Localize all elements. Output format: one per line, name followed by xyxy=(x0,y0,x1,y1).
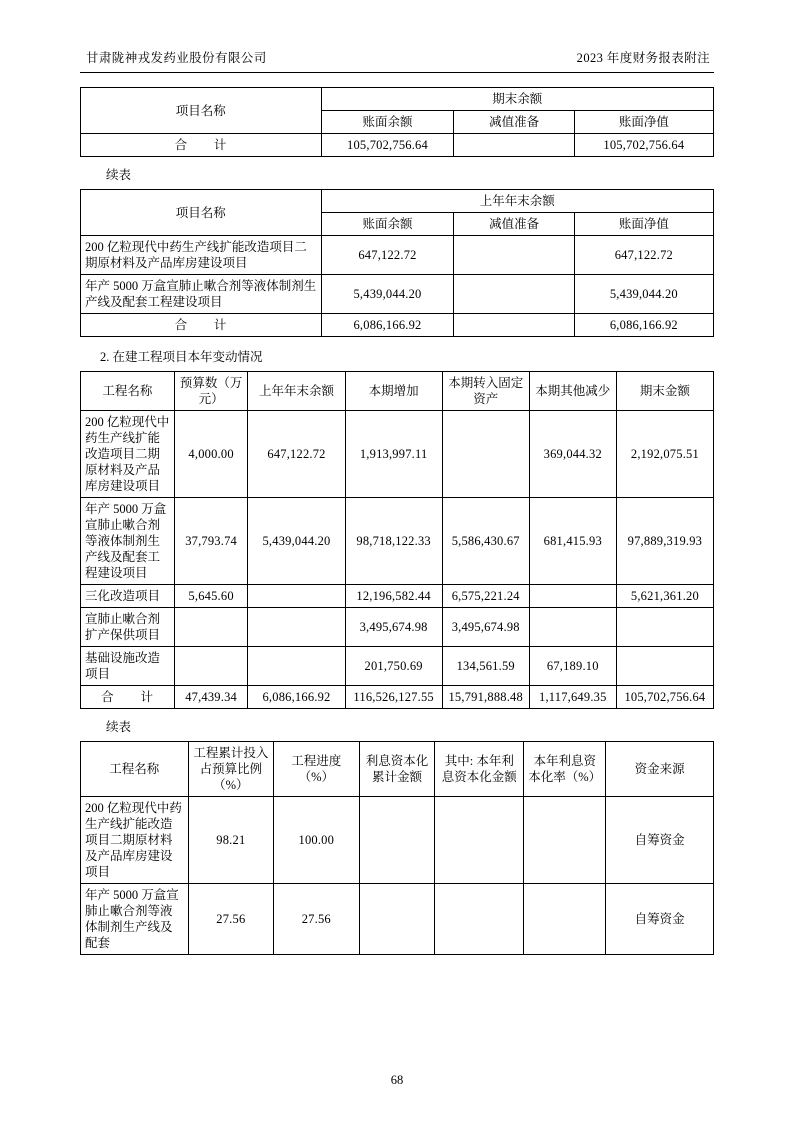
cell-fund-source: 自筹资金 xyxy=(606,797,714,884)
cell-last-year-end: 5,439,044.20 xyxy=(248,498,345,585)
th-invest-ratio: 工程累计投入占预算比例（%） xyxy=(188,742,273,797)
th-project-name: 工程名称 xyxy=(81,372,175,411)
cell-other-decrease: 1,117,649.35 xyxy=(529,686,616,709)
cell-project-name: 200 亿粒现代中药生产线扩能改造项目二期原材料及产品库房建设项目 xyxy=(81,411,175,498)
table-row xyxy=(81,686,714,709)
table-row xyxy=(81,647,714,686)
table-row xyxy=(81,275,714,314)
cell-project-name: 三化改造项目 xyxy=(81,585,175,608)
th-interest-cap-rate: 本年利息资本化率（%） xyxy=(524,742,606,797)
th-project-name: 项目名称 xyxy=(81,190,322,236)
cell-period-end xyxy=(616,647,713,686)
cell-interest-cap-rate xyxy=(524,797,606,884)
cell-last-year-end: 647,122.72 xyxy=(248,411,345,498)
table-row xyxy=(81,797,714,884)
table-row xyxy=(81,608,714,647)
header-report-title: 2023 年度财务报表附注 xyxy=(576,51,710,65)
th-fund-source: 资金来源 xyxy=(606,742,714,797)
cell-increase: 116,526,127.55 xyxy=(345,686,442,709)
cell-project-name: 200 亿粒现代中药生产线扩能改造项目二期原材料及产品库房建设项目 xyxy=(81,797,189,884)
th-interest-cap-total: 利息资本化累计金额 xyxy=(359,742,435,797)
th-project-name: 项目名称 xyxy=(81,88,322,134)
cell-to-fixed-assets: 3,495,674.98 xyxy=(442,608,529,647)
continued-label-2: 续表 xyxy=(106,720,132,734)
table-row xyxy=(81,314,714,337)
cell-interest-cap-year xyxy=(435,884,524,955)
table-row xyxy=(81,585,714,608)
cell-progress: 100.00 xyxy=(274,797,359,884)
cell-to-fixed-assets: 15,791,888.48 xyxy=(442,686,529,709)
table-row xyxy=(81,884,714,955)
th-to-fixed-assets: 本期转入固定资产 xyxy=(442,372,529,411)
th-impairment: 减值准备 xyxy=(454,111,574,134)
cell-fund-source: 自筹资金 xyxy=(606,884,714,955)
table-row xyxy=(81,190,714,213)
cell-net-value: 647,122.72 xyxy=(574,236,713,275)
cell-progress: 27.56 xyxy=(274,884,359,955)
cell-period-end: 105,702,756.64 xyxy=(616,686,713,709)
cell-interest-cap-total xyxy=(359,797,435,884)
th-last-year-group: 上年年末余额 xyxy=(321,190,713,213)
th-budget: 预算数（万元） xyxy=(174,372,248,411)
cell-interest-cap-year xyxy=(435,797,524,884)
cell-increase: 201,750.69 xyxy=(345,647,442,686)
th-book-balance: 账面余额 xyxy=(321,213,454,236)
cell-invest-ratio: 98.21 xyxy=(188,797,273,884)
cell-impairment xyxy=(454,134,574,157)
cell-project-name: 合 计 xyxy=(81,686,175,709)
cell-to-fixed-assets xyxy=(442,411,529,498)
cell-other-decrease xyxy=(529,585,616,608)
cell-project-name: 年产 5000 万盒宣肺止嗽合剂等液体制剂生产线及配套工程建设项目 xyxy=(81,498,175,585)
cell-period-end: 2,192,075.51 xyxy=(616,411,713,498)
cell-to-fixed-assets: 5,586,430.67 xyxy=(442,498,529,585)
th-period-end: 期末金额 xyxy=(616,372,713,411)
cell-last-year-end xyxy=(248,585,345,608)
th-last-year-end: 上年年末余额 xyxy=(248,372,345,411)
th-other-decrease: 本期其他减少 xyxy=(529,372,616,411)
th-increase: 本期增加 xyxy=(345,372,442,411)
cell-budget: 47,439.34 xyxy=(174,686,248,709)
table-row xyxy=(81,236,714,275)
page-number: 68 xyxy=(390,1073,404,1087)
page-header xyxy=(80,48,714,73)
cell-period-end xyxy=(616,608,713,647)
cell-project-name: 合 计 xyxy=(81,314,322,337)
cell-impairment xyxy=(454,275,574,314)
cell-budget xyxy=(174,647,248,686)
table-header-row xyxy=(81,742,714,797)
cell-project-name: 宣肺止嗽合剂扩产保供项目 xyxy=(81,608,175,647)
cell-net-value: 105,702,756.64 xyxy=(574,134,713,157)
th-progress: 工程进度（%） xyxy=(274,742,359,797)
table-row xyxy=(81,411,714,498)
cell-increase: 1,913,997.11 xyxy=(345,411,442,498)
th-net-value: 账面净值 xyxy=(574,111,713,134)
th-impairment: 减值准备 xyxy=(454,213,574,236)
cell-other-decrease: 67,189.10 xyxy=(529,647,616,686)
cell-to-fixed-assets: 6,575,221.24 xyxy=(442,585,529,608)
cell-project-name: 基础设施改造项目 xyxy=(81,647,175,686)
cell-interest-cap-total xyxy=(359,884,435,955)
th-net-value: 账面净值 xyxy=(574,213,713,236)
cell-budget: 4,000.00 xyxy=(174,411,248,498)
cell-invest-ratio: 27.56 xyxy=(188,884,273,955)
table-row xyxy=(81,88,714,111)
cell-increase: 12,196,582.44 xyxy=(345,585,442,608)
table-last-year-end-balance xyxy=(80,189,714,337)
cell-other-decrease: 369,044.32 xyxy=(529,411,616,498)
cell-net-value: 6,086,166.92 xyxy=(574,314,713,337)
continued-label-1: 续表 xyxy=(106,168,132,182)
cell-other-decrease: 681,415.93 xyxy=(529,498,616,585)
cell-project-name: 年产 5000 万盒宣肺止嗽合剂等液体制剂生产线及配套 xyxy=(81,884,189,955)
cell-budget xyxy=(174,608,248,647)
cell-book-balance: 6,086,166.92 xyxy=(321,314,454,337)
cell-budget: 37,793.74 xyxy=(174,498,248,585)
th-interest-cap-year: 其中: 本年利息资本化金额 xyxy=(435,742,524,797)
table-construction-in-progress-changes xyxy=(80,371,714,709)
cell-increase: 98,718,122.33 xyxy=(345,498,442,585)
cell-increase: 3,495,674.98 xyxy=(345,608,442,647)
table-header-row xyxy=(81,372,714,411)
cell-book-balance: 647,122.72 xyxy=(321,236,454,275)
th-book-balance: 账面余额 xyxy=(321,111,454,134)
table-row xyxy=(81,134,714,157)
cell-budget: 5,645.60 xyxy=(174,585,248,608)
cell-last-year-end xyxy=(248,608,345,647)
cell-last-year-end xyxy=(248,647,345,686)
section-title: 2. 在建工程项目本年变动情况 xyxy=(100,350,263,364)
cell-impairment xyxy=(454,236,574,275)
cell-last-year-end: 6,086,166.92 xyxy=(248,686,345,709)
cell-book-balance: 5,439,044.20 xyxy=(321,275,454,314)
th-period-end-group: 期末余额 xyxy=(321,88,713,111)
table-period-end-balance xyxy=(80,87,714,157)
cell-net-value: 5,439,044.20 xyxy=(574,275,713,314)
table-row xyxy=(81,498,714,585)
cell-impairment xyxy=(454,314,574,337)
table-construction-progress-detail xyxy=(80,741,714,955)
th-project-name: 工程名称 xyxy=(81,742,189,797)
cell-to-fixed-assets: 134,561.59 xyxy=(442,647,529,686)
cell-interest-cap-rate xyxy=(524,884,606,955)
cell-book-balance: 105,702,756.64 xyxy=(321,134,454,157)
cell-project-name: 年产 5000 万盒宣肺止嗽合剂等液体制剂生产线及配套工程建设项目 xyxy=(81,275,322,314)
cell-project-name: 200 亿粒现代中药生产线扩能改造项目二期原材料及产品库房建设项目 xyxy=(81,236,322,275)
cell-other-decrease xyxy=(529,608,616,647)
cell-project-name: 合 计 xyxy=(81,134,322,157)
cell-period-end: 5,621,361.20 xyxy=(616,585,713,608)
cell-period-end: 97,889,319.93 xyxy=(616,498,713,585)
header-company-name: 甘肃陇神戎发药业股份有限公司 xyxy=(86,51,267,65)
